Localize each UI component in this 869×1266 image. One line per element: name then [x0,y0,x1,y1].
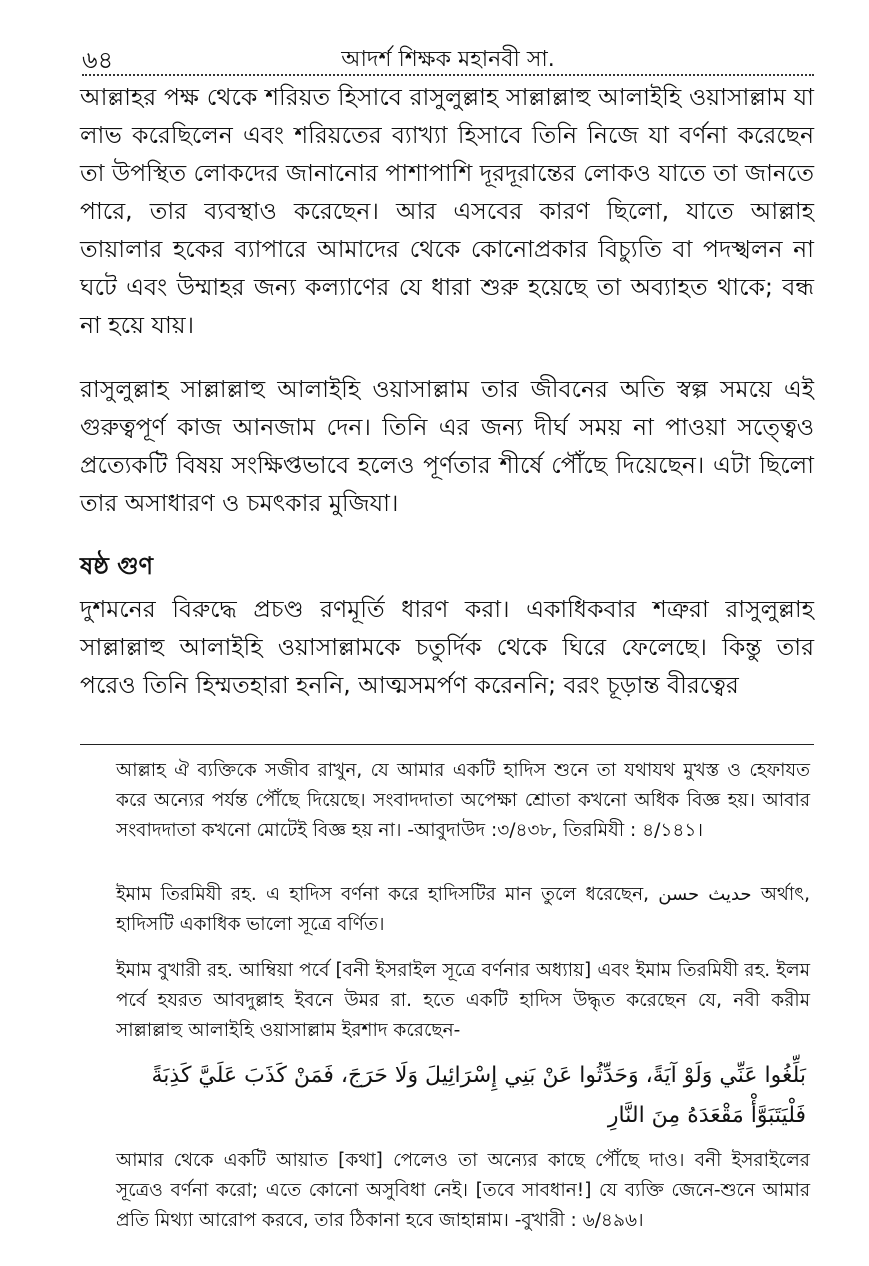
body-paragraph-1: আল্লাহর পক্ষ থেকে শরিয়ত হিসাবে রাসুলুল্লাহ সাল্লাল্লাহু আলাইহি ওয়াসাল্লাম যা লাভ করেছিলেন এবং শরিয়তের ব্যাখ্যা হিসাবে তিনি নিজে যা বর্ণনা করেছেন তা উপস্থিত লোকদের জানানোর পাশাপাশি দূরদূরান্তের লোকও যাতে তা জানতে পারে, তার ব্যবস্থাও করেছেন। আর এসবের কারণ ছিলো, যাতে আল্লাহ তায়ালার হকের ব্যাপারে আমাদের থেকে কোনোপ্রকার বিচ্যুতি বা পদস্খলন না ঘটে এবং উম্মাহর জন্য কল্যাণের যে ধারা শুরু হয়েছে তা অব্যাহত থাকে; বন্ধ না হয়ে যায়। [80,83,814,339]
section-heading: ষষ্ঠ গুণ [80,552,154,580]
footnote-2-meaning: অর্থাৎ, হাদিসটি একাধিক ভালো সূত্রে বর্ণিত। [116,884,810,935]
arabic-hadith [116,1056,806,1136]
footnote-1: আল্লাহ ঐ ব্যক্তিকে সজীব রাখুন, যে আমার একটি হাদিস শুনে তা যথাযথ মুখস্ত ও হেফাযত করে অন্যের পর্যন্ত পৌঁছে দিয়েছে। সংবাদদাতা অপেক্ষা শ্রোতা কখনো অধিক বিজ্ঞ হয়। আবার সংবাদদাতা কখনো মোটেই বিজ্ঞ হয় না। -আবুদাউদ :৩/৪৩৮, তিরমিযী : ৪/১৪১। [116,760,810,841]
footnote-3: ইমাম বুখারী রহ. আম্বিয়া পর্বে [বনী ইসরাইল সূত্রে বর্ণনার অধ্যায়] এবং ইমাম তিরমিযী রহ. ইলম পর্বে হযরত আবদুল্লাহ ইবনে উমর রা. হতে একটি হাদিস উদ্ধৃত করেছেন যে, নবী করীম সাল্লাল্লাহু আলাইহি ওয়াসাল্লাম ইরশাদ করেছেন- [116,960,810,1041]
page-header [82,40,814,76]
footnote-4: আমার থেকে একটি আয়াত [কথা] পেলেও তা অন্যের কাছে পৌঁছে দাও। বনী ইসরাইলের সূত্রেও বর্ণনা করো; এতে কোনো অসুবিধা নেই। [তবে সাবধান!] যে ব্যক্তি জেনে-শুনে আমার প্রতি মিথ্যা আরোপ করবে, তার ঠিকানা হবে জাহান্নাম। -বুখারী : ৬/৪৯৬। [116,1150,810,1231]
footnote-2-arabic: حديث حسن [658,884,752,905]
footnote-divider [80,744,814,745]
body-paragraph-3: দুশমনের বিরুদ্ধে প্রচণ্ড রণমূর্তি ধারণ করা। একাধিকবার শত্রুরা রাসুলুল্লাহ সাল্লাল্লাহু আলাইহি ওয়াসাল্লামকে চতুর্দিক থেকে ঘিরে ফেলেছে। কিন্তু তার পরেও তিনি হিম্মতহারা হননি, আত্মসমর্পণ করেননি; বরং চূড়ান্ত বীরত্বের [80,595,814,699]
footnote-2-text: ইমাম তিরমিযী রহ. এ হাদিস বর্ণনা করে হাদিসটির মান তুলে ধরেছেন, [116,884,649,905]
footnote-2 [116,880,810,940]
page-number: ৬৪ [82,46,114,74]
arabic-hadith-line-1: بَلِّغُوا عَنِّي وَلَوْ آيَةً، وَحَدِّثُوا عَنْ بَنِي إِسْرَائِيلَ وَلَا حَرَجَ، فَمَنْ كَذَبَ عَلَيَّ كَذِبَةً [151,1063,806,1088]
running-title: আদর্শ শিক্ষক মহানবী সা. [341,47,555,72]
body-paragraph-2: রাসুলুল্লাহ সাল্লাল্লাহু আলাইহি ওয়াসাল্লাম তার জীবনের অতি স্বল্প সময়ে এই গুরুত্বপূর্ণ কাজ আনজাম দেন। তিনি এর জন্য দীর্ঘ সময় না পাওয়া সত্ত্বেও প্রত্যেকটি বিষয় সংক্ষিপ্তভাবে হলেও পূর্ণতার শীর্ষে পৌঁছে দিয়েছেন। এটা ছিলো তার অসাধারণ ও চমৎকার মুজিযা। [80,375,814,517]
arabic-hadith-line-2: فَلْيَتَبَوَّأْ مَقْعَدَهُ مِنَ النَّارِ [607,1103,806,1128]
